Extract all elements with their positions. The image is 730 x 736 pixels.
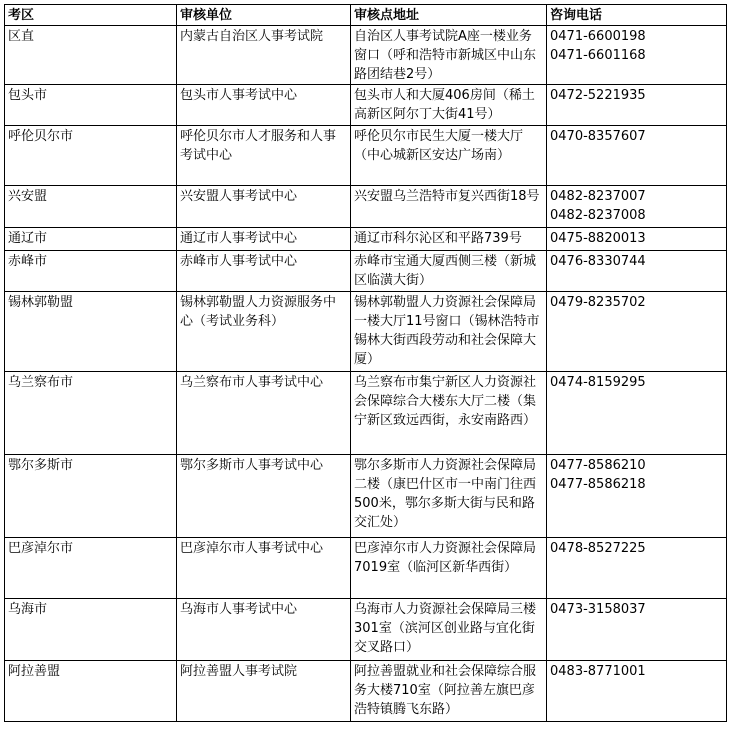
header-address: 审核点地址	[351, 5, 547, 26]
table-row	[5, 85, 727, 126]
table-row	[5, 26, 727, 85]
cell-phone: 0471-6600198 0471-6601168	[547, 26, 727, 85]
cell-unit: 内蒙古自治区人事考试院	[177, 26, 351, 85]
cell-region: 呼伦贝尔市	[5, 126, 177, 186]
table-row	[5, 455, 727, 538]
cell-region: 乌兰察布市	[5, 372, 177, 455]
cell-unit: 鄂尔多斯市人事考试中心	[177, 455, 351, 538]
table-row	[5, 372, 727, 455]
cell-address: 锡林郭勒盟人力资源社会保障局一楼大厅11号窗口（锡林浩特市锡林大街西段劳动和社会保障大厦）	[351, 292, 547, 372]
table-body	[5, 26, 727, 722]
cell-unit: 赤峰市人事考试中心	[177, 251, 351, 292]
cell-region: 巴彦淖尔市	[5, 538, 177, 599]
cell-unit: 巴彦淖尔市人事考试中心	[177, 538, 351, 599]
cell-phone: 0475-8820013	[547, 228, 727, 251]
table-row	[5, 126, 727, 186]
cell-unit: 呼伦贝尔市人才服务和人事考试中心	[177, 126, 351, 186]
exam-center-table	[4, 4, 727, 722]
header-row	[5, 5, 727, 26]
cell-region: 兴安盟	[5, 186, 177, 228]
cell-phone: 0476-8330744	[547, 251, 727, 292]
cell-region: 乌海市	[5, 599, 177, 661]
cell-region: 阿拉善盟	[5, 661, 177, 722]
cell-address: 鄂尔多斯市人力资源社会保障局二楼（康巴什区市一中南门往西500米，鄂尔多斯大街与民和路交汇处）	[351, 455, 547, 538]
cell-phone: 0482-8237007 0482-8237008	[547, 186, 727, 228]
cell-unit: 乌海市人事考试中心	[177, 599, 351, 661]
cell-region: 包头市	[5, 85, 177, 126]
header-phone: 咨询电话	[547, 5, 727, 26]
cell-address: 通辽市科尔沁区和平路739号	[351, 228, 547, 251]
cell-address: 乌海市人力资源社会保障局三楼301室（滨河区创业路与宜化街交叉路口）	[351, 599, 547, 661]
cell-address: 呼伦贝尔市民生大厦一楼大厅（中心城新区安达广场南）	[351, 126, 547, 186]
cell-region: 通辽市	[5, 228, 177, 251]
cell-phone: 0477-8586210 0477-8586218	[547, 455, 727, 538]
table-row	[5, 186, 727, 228]
table-row	[5, 251, 727, 292]
cell-phone: 0478-8527225	[547, 538, 727, 599]
cell-unit: 兴安盟人事考试中心	[177, 186, 351, 228]
cell-unit: 包头市人事考试中心	[177, 85, 351, 126]
cell-phone: 0474-8159295	[547, 372, 727, 455]
cell-address: 自治区人事考试院A座一楼业务窗口（呼和浩特市新城区中山东路团结巷2号）	[351, 26, 547, 85]
cell-phone: 0472-5221935	[547, 85, 727, 126]
cell-address: 乌兰察布市集宁新区人力资源社会保障综合大楼东大厅二楼（集宁新区致远西街，永安南路西）	[351, 372, 547, 455]
cell-region: 鄂尔多斯市	[5, 455, 177, 538]
table-header	[5, 5, 727, 26]
table-row	[5, 538, 727, 599]
table-row	[5, 599, 727, 661]
cell-unit: 乌兰察布市人事考试中心	[177, 372, 351, 455]
cell-unit: 阿拉善盟人事考试院	[177, 661, 351, 722]
cell-unit: 锡林郭勒盟人力资源服务中心（考试业务科）	[177, 292, 351, 372]
cell-phone: 0479-8235702	[547, 292, 727, 372]
cell-region: 锡林郭勒盟	[5, 292, 177, 372]
cell-address: 兴安盟乌兰浩特市复兴西街18号	[351, 186, 547, 228]
cell-region: 区直	[5, 26, 177, 85]
cell-address: 包头市人和大厦406房间（稀土高新区阿尔丁大街41号）	[351, 85, 547, 126]
cell-phone: 0470-8357607	[547, 126, 727, 186]
cell-address: 赤峰市宝通大厦西侧三楼（新城区临潢大街）	[351, 251, 547, 292]
cell-region: 赤峰市	[5, 251, 177, 292]
cell-address: 阿拉善盟就业和社会保障综合服务大楼710室（阿拉善左旗巴彦浩特镇腾飞东路）	[351, 661, 547, 722]
table-row	[5, 228, 727, 251]
cell-unit: 通辽市人事考试中心	[177, 228, 351, 251]
header-unit: 审核单位	[177, 5, 351, 26]
table-row	[5, 292, 727, 372]
header-region: 考区	[5, 5, 177, 26]
table-row	[5, 661, 727, 722]
cell-phone: 0483-8771001	[547, 661, 727, 722]
cell-phone: 0473-3158037	[547, 599, 727, 661]
cell-address: 巴彦淖尔市人力资源社会保障局7019室（临河区新华西街）	[351, 538, 547, 599]
